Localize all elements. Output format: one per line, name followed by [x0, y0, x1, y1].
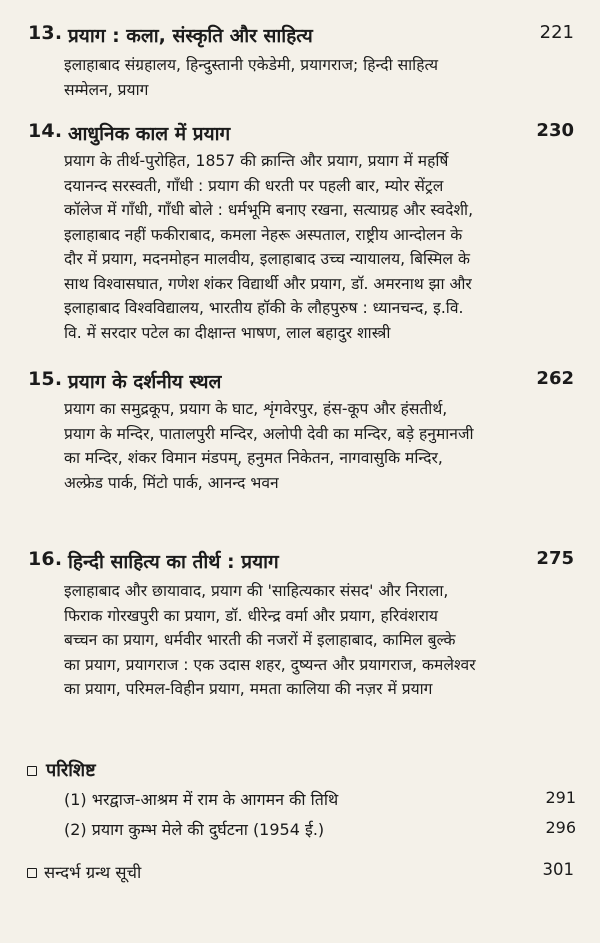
- appendix-item-page: 291: [545, 788, 576, 807]
- appendix-item-page: 296: [545, 818, 576, 837]
- chapter-topics: [64, 579, 584, 702]
- chapter-number: 16.: [28, 548, 63, 570]
- appendix-item: [64, 818, 576, 842]
- topic-line: साथ विश्वासघात, गणेश शंकर विद्यार्थी और प्रयाग, डॉ. अमरनाथ झा और: [64, 274, 472, 293]
- chapter-topics: [64, 53, 584, 102]
- chapter-page-number: 230: [536, 120, 574, 141]
- topic-line: प्रयाग का समुद्रकूप, प्रयाग के घाट, शृंगवेरपुर, हंस-कूप और हंसतीर्थ,: [64, 400, 448, 418]
- appendix-item-text: (2) प्रयाग कुम्भ मेले की दुर्घटना (1954 ई.): [64, 820, 325, 839]
- chapter-heading: [0, 368, 600, 396]
- chapter-page-number: 275: [536, 548, 574, 569]
- chapter-title: प्रयाग के दर्शनीय स्थल: [68, 371, 222, 393]
- chapter-heading: [0, 120, 600, 148]
- chapter-title: आधुनिक काल में प्रयाग: [68, 123, 231, 145]
- chapter-number: 15.: [28, 368, 63, 390]
- square-bullet-icon: [27, 766, 37, 776]
- topic-line: दयानन्द सरस्वती, गाँधी : प्रयाग की धरती पर पहली बार, म्योर सेंट्रल: [64, 176, 444, 195]
- appendix-item-text: (1) भरद्वाज-आश्रम में राम के आगमन की तिथि: [64, 790, 339, 809]
- bibliography-entry: [0, 860, 600, 886]
- chapter-heading: [0, 548, 600, 576]
- chapter-topics: [64, 397, 584, 495]
- topic-line: कॉलेज में गाँधी, गाँधी बोले : धर्मभूमि बनाए रखना, सत्याग्रह और स्वदेशी,: [64, 201, 474, 219]
- topic-line: का प्रयाग, प्रयागराज : एक उदास शहर, दुष्यन्त और प्रयागराज, कमलेश्वर: [64, 655, 476, 674]
- topic-line: इलाहाबाद और छायावाद, प्रयाग की 'साहित्यकार संसद' और निराला,: [64, 582, 449, 600]
- chapter-title: प्रयाग : कला, संस्कृति और साहित्य: [68, 25, 313, 47]
- topic-line: इलाहाबाद संग्रहालय, हिन्दुस्तानी एकेडेमी, प्रयागराज; हिन्दी साहित्य: [64, 56, 439, 74]
- topic-line: बच्चन का प्रयाग, धर्मवीर भारती की नजरों में इलाहाबाद, कामिल बुल्के: [64, 631, 456, 649]
- topic-line: फिराक गोरखपुरी का प्रयाग, डॉ. धीरेन्द्र वर्मा और प्रयाग, हरिवंशराय: [64, 606, 438, 625]
- topic-line: दौर में प्रयाग, मदनमोहन मालवीय, इलाहाबाद उच्च न्यायालय, बिस्मिल के: [64, 250, 470, 268]
- chapter-number: 13.: [28, 22, 63, 44]
- topic-line: इलाहाबाद विश्वविद्यालय, भारतीय हॉकी के लौहपुरुष : ध्यानचन्द, इ.वि.: [64, 299, 464, 317]
- topic-line: वि. में सरदार पटेल का दीक्षान्त भाषण, लाल बहादुर शास्त्री: [64, 323, 391, 342]
- chapter-topics: [64, 149, 584, 345]
- topic-line: प्रयाग के तीर्थ-पुरोहित, 1857 की क्रान्ति और प्रयाग, प्रयाग में महर्षि: [64, 152, 449, 170]
- chapter-title: हिन्दी साहित्य का तीर्थ : प्रयाग: [68, 551, 279, 573]
- topic-line: सम्मेलन, प्रयाग: [64, 80, 149, 99]
- topic-line: अल्फ्रेड पार्क, मिंटो पार्क, आनन्द भवन: [64, 473, 279, 492]
- topic-line: का मन्दिर, शंकर विमान मंडपम्, हनुमत निकेतन, नागवासुकि मन्दिर,: [64, 449, 443, 467]
- appendix-item: [64, 788, 576, 812]
- topic-line: का प्रयाग, परिमल-विहीन प्रयाग, ममता कालिया की नज़र में प्रयाग: [64, 680, 433, 698]
- topic-line: प्रयाग के मन्दिर, पातालपुरी मन्दिर, अलोपी देवी का मन्दिर, बड़े हनुमानजी: [64, 424, 474, 443]
- chapter-number: 14.: [28, 120, 63, 142]
- square-bullet-icon: [27, 868, 37, 878]
- chapter-page-number: 221: [539, 22, 574, 43]
- bibliography-title: सन्दर्भ ग्रन्थ सूची: [44, 863, 142, 882]
- bibliography-page: 301: [542, 860, 574, 879]
- chapter-page-number: 262: [536, 368, 574, 389]
- chapter-heading: [0, 22, 600, 50]
- topic-line: इलाहाबाद नहीं फकीराबाद, कमला नेहरू अस्पताल, राष्ट्रीय आन्दोलन के: [64, 225, 463, 244]
- appendix-title: परिशिष्ट: [46, 760, 96, 781]
